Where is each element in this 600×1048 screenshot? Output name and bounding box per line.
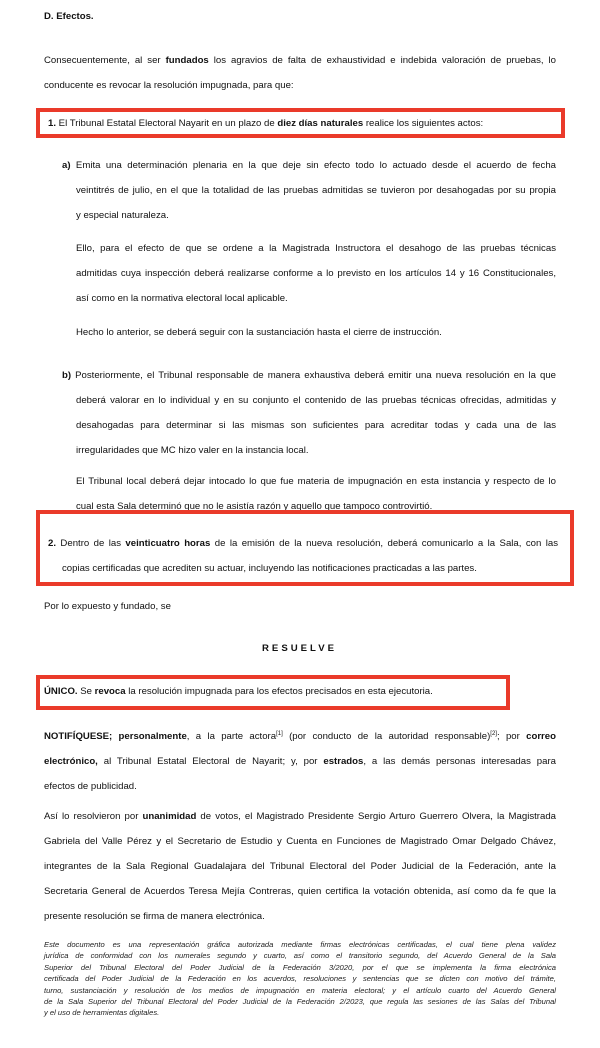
- electronic-signature-footnote: Este documento es una representación gráfica autorizada mediante firmas electrónicas certificadas, el cual tiene plena validez jurídica de conformidad con los numerales segundo y cuarto, así como el transitorio segundo, del Acuerdo General de la Sala Superior del Tribunal Electoral del Poder Judicial de la Federación 3/2020, por el que se implementa la firma electrónica certificada del Poder Judicial de la Federación en los acuerdos, resoluciones y sentencias que se dicten con motivo del trámite, turno, sustanciación y resolución de los medios de impugnación en materia electoral; y el artículo cuarto del Acuerdo General de la Sala Superior del Tribunal Electoral del Poder Judicial de la Federación 2/2023, que regula las sesiones de las Salas del Tribunal y el uso de herramientas digitales.: [44, 940, 556, 1018]
- item-a: a) Emita una determinación plenaria en la que deje sin efecto todo lo actuado desde el acuerdo de fecha veintitrés de julio, en el que la totalidad de las pruebas admitidas se tuvieron por desahogadas por su propia y especial naturaleza.: [62, 160, 556, 221]
- item-a-paragraph-3: Hecho lo anterior, se deberá seguir con la sustanciación hasta el cierre de instrucción.: [76, 327, 442, 338]
- item-b-paragraph-2: El Tribunal local deberá dejar intocado lo que fue materia de impugnación en esta instancia y respecto de lo cual esta Sala determinó que no le asistía razón y aquello que tampoco controvirtió.: [76, 476, 556, 512]
- item-a-paragraph-2: Ello, para el efecto de que se ordene a la Magistrada Instructora el desahogo de las pruebas técnicas admitidas cuya inspección deberá realizarse conforme a lo previsto en los artículos 14 y 16 Constitucionales, así como en la normativa electoral local aplicable.: [76, 243, 556, 304]
- point-2: 2. Dentro de las veinticuatro horas de la emisión de la nueva resolución, deberá comunicarlo a la Sala, con las copias certificadas que acrediten su actuar, incluyendo las notificaciones practicadas a las partes.: [48, 538, 558, 574]
- unico-resolution: ÚNICO. Se revoca la resolución impugnada para los efectos precisados en esta ejecutoria.: [44, 686, 433, 697]
- intro-paragraph: Consecuentemente, al ser fundados los agravios de falta de exhaustividad e indebida valoración de pruebas, lo conducente es revocar la resolución impugnada, para que:: [44, 55, 556, 91]
- closing-sentence: Por lo expuesto y fundado, se: [44, 601, 171, 612]
- signature-paragraph: Así lo resolvieron por unanimidad de votos, el Magistrado Presidente Sergio Arturo Guerrero Olvera, la Magistrada Gabriela del Valle Pérez y el Secretario de Estudio y Cuenta en Funciones de Magistrado Omar Delgado Chávez, integrantes de la Sala Regional Guadalajara del Tribunal Electoral del Poder Judicial de la Federación, ante la Secretaria General de Acuerdos Teresa Mejía Contreras, quien certifica la votación obtenida, así como da fe que la presente resolución se firma de manera electrónica.: [44, 811, 556, 922]
- section-title: D. Efectos.: [44, 11, 94, 22]
- notify-paragraph: NOTIFÍQUESE; personalmente, a la parte actora[1] (por conducto de la autoridad responsable)[2]; por correo electrónico, al Tribunal Estatal Electoral de Nayarit; y, por estrados, a las demás personas interesadas para efectos de publicidad.: [44, 731, 556, 793]
- item-b: b) Posteriormente, el Tribunal responsable de manera exhaustiva deberá emitir una nueva resolución en la que deberá valorar en lo individual y en su conjunto el contenido de las pruebas técnicas ofrecidas, admitidas y desahogadas para determinar si las mismas son suficientes para acreditar todas y cada una de las irregularidades que MC hizo valer en la instancia local.: [62, 370, 556, 456]
- resolve-title: RESUELVE: [262, 643, 337, 654]
- point-1: 1. El Tribunal Estatal Electoral Nayarit en un plazo de diez días naturales realice los siguientes actos:: [48, 118, 484, 129]
